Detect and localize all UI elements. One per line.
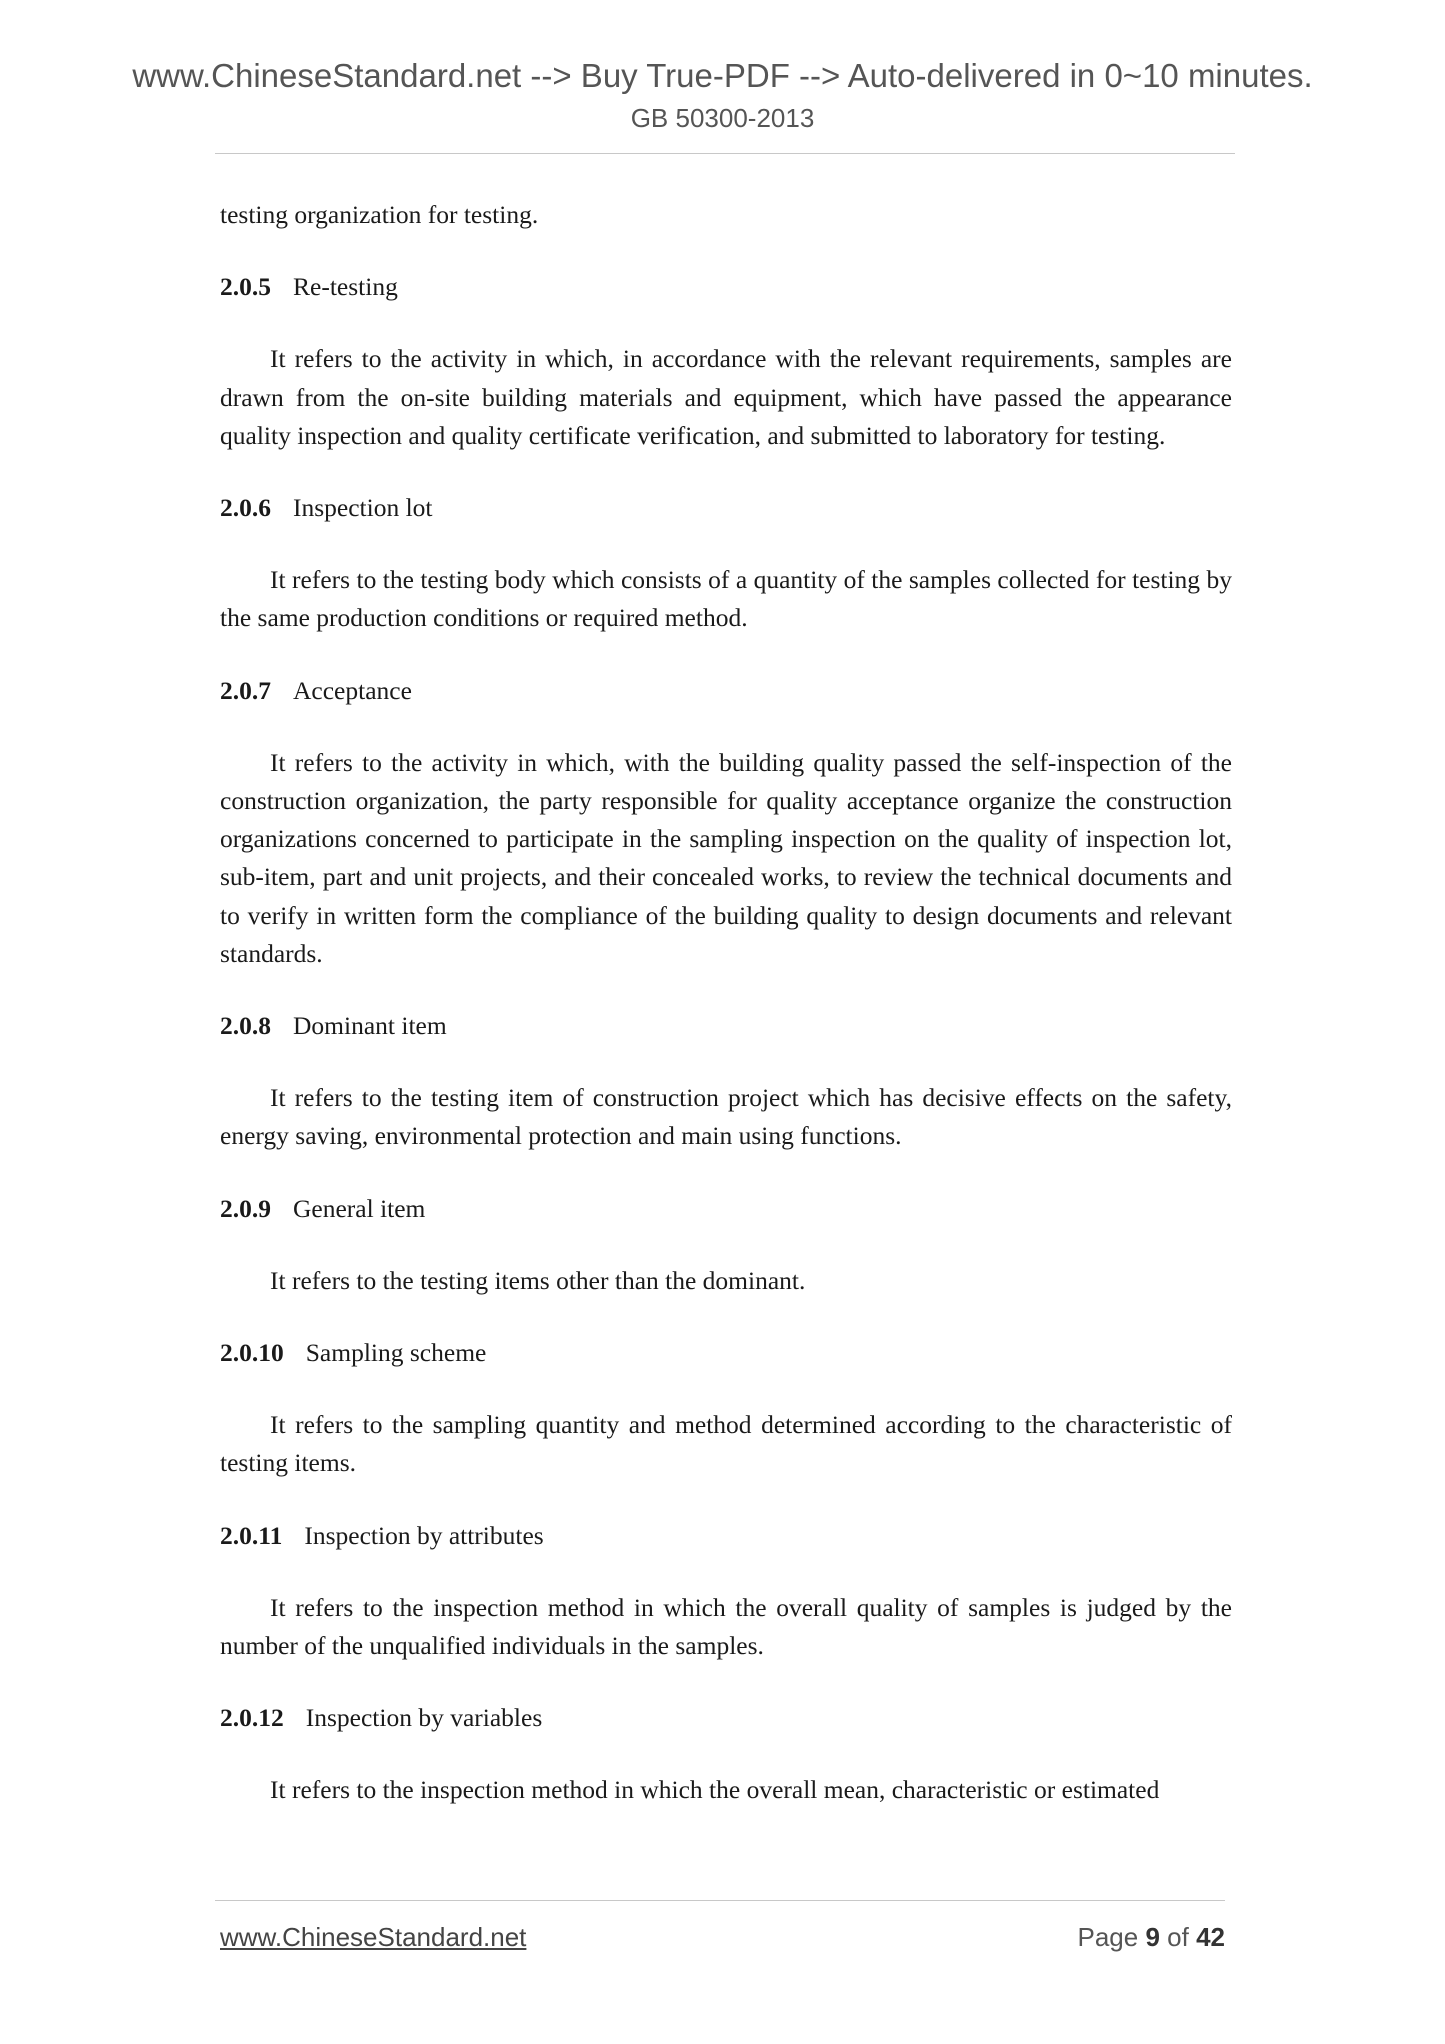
section-number: 2.0.8 (220, 1011, 271, 1041)
document-body (220, 196, 1232, 1810)
page-of: of (1167, 1922, 1189, 1952)
section-text-2-0-10: It refers to the sampling quantity and method determined according to the characteristic of testing items. (220, 1410, 1232, 1478)
section-title: Acceptance (293, 675, 412, 705)
section-heading-2-0-10 (220, 1334, 1232, 1372)
section-number: 2.0.9 (220, 1193, 271, 1223)
section-text-2-0-12: It refers to the inspection method in which the overall mean, characteristic or estimated (270, 1775, 1160, 1805)
page-indicator (1077, 1921, 1225, 1953)
page-prefix: Page (1077, 1922, 1139, 1952)
header-divider (215, 153, 1235, 154)
section-text-2-0-9: It refers to the testing items other than the dominant. (270, 1265, 806, 1295)
section-number: 2.0.10 (220, 1338, 284, 1368)
section-heading-2-0-7 (220, 672, 1232, 710)
section-title: Inspection lot (293, 493, 433, 523)
header-banner[interactable]: www.ChineseStandard.net --> Buy True-PDF --> Auto-delivered in 0~10 minutes. (132, 57, 1313, 94)
section-text-2-0-6: It refers to the testing body which consists of a quantity of the samples collected for testing by the same production conditions or required method. (220, 565, 1232, 633)
section-number: 2.0.11 (220, 1520, 283, 1550)
section-heading-2-0-9 (220, 1190, 1232, 1228)
section-title: Inspection by variables (305, 1703, 543, 1733)
section-heading-2-0-11 (220, 1517, 1232, 1555)
standard-code: GB 50300-2013 (630, 103, 815, 133)
section-text-2-0-5: It refers to the activity in which, in accordance with the relevant requirements, samples are drawn from the on-site building materials and equipment, which have passed the appearance quality inspection and quality certificate verification, and submitted to laboratory for testing. (220, 344, 1232, 450)
footer-divider (215, 1900, 1225, 1901)
section-text-2-0-8: It refers to the testing item of construction project which has decisive effects on the safety, energy saving, environmental protection and main using functions. (220, 1083, 1232, 1151)
section-heading-2-0-12 (220, 1699, 1232, 1737)
section-text-2-0-11: It refers to the inspection method in which the overall quality of samples is judged by the number of the unqualified individuals in the samples. (220, 1592, 1232, 1661)
section-number: 2.0.12 (220, 1703, 284, 1733)
section-title: Sampling scheme (305, 1338, 487, 1368)
section-number: 2.0.5 (220, 272, 271, 302)
section-title: Inspection by attributes (304, 1520, 544, 1550)
section-title: General item (293, 1193, 426, 1223)
page-current: 9 (1145, 1922, 1160, 1952)
page-total: 42 (1196, 1922, 1225, 1952)
section-number: 2.0.6 (220, 493, 271, 523)
section-title: Dominant item (293, 1011, 447, 1041)
footer-site-link[interactable]: www.ChineseStandard.net (220, 1922, 527, 1952)
section-heading-2-0-5 (220, 268, 1232, 306)
section-heading-2-0-8 (220, 1007, 1232, 1045)
section-title: Re-testing (293, 272, 398, 302)
section-text-2-0-7: It refers to the activity in which, with the building quality passed the self-inspection of the construction organization, the party responsible for quality acceptance organize the construction organizations concerned to participate in the sampling inspection on the quality of inspection lot, sub-item, part and unit projects, and their concealed works, to review the technical documents and to verify in written form the compliance of the building quality to design documents and relevant standards. (220, 747, 1232, 968)
lead-text: testing organization for testing. (220, 200, 539, 229)
section-number: 2.0.7 (220, 675, 271, 705)
section-heading-2-0-6 (220, 489, 1232, 527)
